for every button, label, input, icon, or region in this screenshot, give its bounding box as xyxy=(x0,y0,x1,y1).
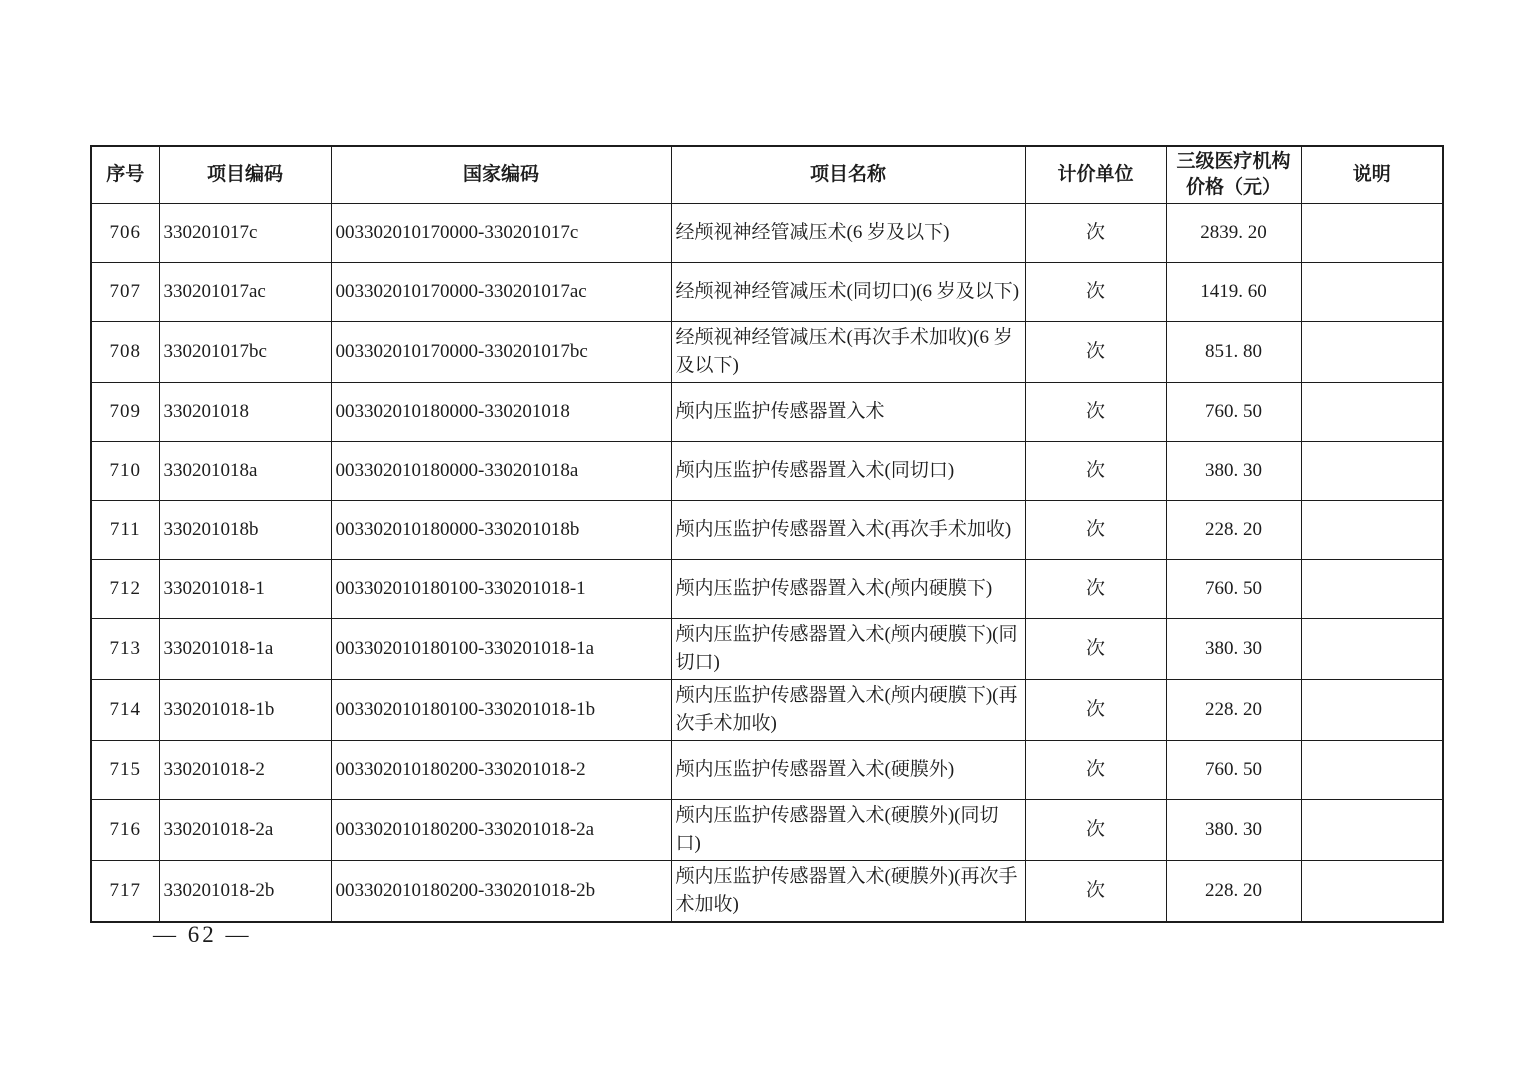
cell-seq: 706 xyxy=(91,204,159,263)
table-row xyxy=(91,501,1443,560)
cell-note xyxy=(1301,204,1443,263)
cell-project-name: 颅内压监护传感器置入术(硬膜外)(再次手术加收) xyxy=(671,861,1025,923)
cell-project-name: 经颅视神经管减压术(同切口)(6 岁及以下) xyxy=(671,263,1025,322)
cell-seq: 716 xyxy=(91,800,159,861)
cell-project-code: 330201017ac xyxy=(159,263,331,322)
cell-project-name: 颅内压监护传感器置入术(颅内硬膜下)(再次手术加收) xyxy=(671,680,1025,741)
cell-project-name: 颅内压监护传感器置入术(硬膜外) xyxy=(671,741,1025,800)
cell-national-code: 003302010180000-330201018b xyxy=(331,501,671,560)
header-pricing-unit: 计价单位 xyxy=(1025,146,1166,204)
cell-project-code: 330201018-1a xyxy=(159,619,331,680)
cell-project-code: 330201018 xyxy=(159,383,331,442)
header-project-name: 项目名称 xyxy=(671,146,1025,204)
cell-pricing-unit: 次 xyxy=(1025,204,1166,263)
cell-note xyxy=(1301,501,1443,560)
cell-project-code: 330201018-2a xyxy=(159,800,331,861)
table-row xyxy=(91,442,1443,501)
cell-note xyxy=(1301,619,1443,680)
cell-national-code: 003302010180000-330201018 xyxy=(331,383,671,442)
cell-price: 228. 20 xyxy=(1166,861,1301,923)
cell-seq: 714 xyxy=(91,680,159,741)
cell-national-code: 003302010180100-330201018-1 xyxy=(331,560,671,619)
cell-seq: 717 xyxy=(91,861,159,923)
cell-project-name: 颅内压监护传感器置入术(颅内硬膜下) xyxy=(671,560,1025,619)
cell-pricing-unit: 次 xyxy=(1025,263,1166,322)
cell-price: 228. 20 xyxy=(1166,680,1301,741)
cell-project-code: 330201018-1 xyxy=(159,560,331,619)
cell-note xyxy=(1301,680,1443,741)
header-note: 说明 xyxy=(1301,146,1443,204)
cell-pricing-unit: 次 xyxy=(1025,442,1166,501)
header-project-code: 项目编码 xyxy=(159,146,331,204)
table-row xyxy=(91,204,1443,263)
cell-project-name: 经颅视神经管减压术(6 岁及以下) xyxy=(671,204,1025,263)
cell-note xyxy=(1301,442,1443,501)
cell-national-code: 003302010180100-330201018-1a xyxy=(331,619,671,680)
cell-seq: 711 xyxy=(91,501,159,560)
cell-pricing-unit: 次 xyxy=(1025,322,1166,383)
cell-project-code: 330201018b xyxy=(159,501,331,560)
cell-seq: 708 xyxy=(91,322,159,383)
table-row xyxy=(91,263,1443,322)
page-number: — 62 — xyxy=(153,922,252,947)
cell-national-code: 003302010180100-330201018-1b xyxy=(331,680,671,741)
cell-project-name: 颅内压监护传感器置入术(硬膜外)(同切口) xyxy=(671,800,1025,861)
cell-price: 380. 30 xyxy=(1166,800,1301,861)
cell-pricing-unit: 次 xyxy=(1025,800,1166,861)
cell-note xyxy=(1301,322,1443,383)
cell-price: 760. 50 xyxy=(1166,560,1301,619)
cell-pricing-unit: 次 xyxy=(1025,501,1166,560)
cell-pricing-unit: 次 xyxy=(1025,383,1166,442)
cell-note xyxy=(1301,263,1443,322)
cell-project-code: 330201018-2 xyxy=(159,741,331,800)
cell-project-name: 颅内压监护传感器置入术(同切口) xyxy=(671,442,1025,501)
cell-project-code: 330201017c xyxy=(159,204,331,263)
cell-national-code: 003302010170000-330201017ac xyxy=(331,263,671,322)
cell-national-code: 003302010180200-330201018-2a xyxy=(331,800,671,861)
cell-note xyxy=(1301,560,1443,619)
cell-seq: 710 xyxy=(91,442,159,501)
cell-pricing-unit: 次 xyxy=(1025,680,1166,741)
cell-project-code: 330201018a xyxy=(159,442,331,501)
cell-national-code: 003302010180000-330201018a xyxy=(331,442,671,501)
table-row xyxy=(91,619,1443,680)
cell-seq: 709 xyxy=(91,383,159,442)
cell-note xyxy=(1301,383,1443,442)
cell-project-name: 颅内压监护传感器置入术(颅内硬膜下)(同切口) xyxy=(671,619,1025,680)
table-row xyxy=(91,861,1443,923)
table-row xyxy=(91,322,1443,383)
cell-project-code: 330201018-2b xyxy=(159,861,331,923)
cell-price: 760. 50 xyxy=(1166,741,1301,800)
cell-seq: 712 xyxy=(91,560,159,619)
cell-price: 380. 30 xyxy=(1166,442,1301,501)
table-row xyxy=(91,383,1443,442)
cell-seq: 707 xyxy=(91,263,159,322)
cell-price: 2839. 20 xyxy=(1166,204,1301,263)
cell-price: 1419. 60 xyxy=(1166,263,1301,322)
cell-project-name: 颅内压监护传感器置入术(再次手术加收) xyxy=(671,501,1025,560)
header-tier3-price: 三级医疗机构价格（元） xyxy=(1166,146,1301,204)
cell-national-code: 003302010170000-330201017bc xyxy=(331,322,671,383)
cell-pricing-unit: 次 xyxy=(1025,741,1166,800)
table-row xyxy=(91,741,1443,800)
cell-note xyxy=(1301,741,1443,800)
cell-project-code: 330201018-1b xyxy=(159,680,331,741)
cell-national-code: 003302010170000-330201017c xyxy=(331,204,671,263)
cell-national-code: 003302010180200-330201018-2 xyxy=(331,741,671,800)
cell-note xyxy=(1301,800,1443,861)
cell-pricing-unit: 次 xyxy=(1025,619,1166,680)
header-national-code: 国家编码 xyxy=(331,146,671,204)
table-row xyxy=(91,800,1443,861)
cell-price: 760. 50 xyxy=(1166,383,1301,442)
table-header-row xyxy=(91,146,1443,204)
cell-price: 228. 20 xyxy=(1166,501,1301,560)
cell-price: 851. 80 xyxy=(1166,322,1301,383)
table-row xyxy=(91,560,1443,619)
cell-project-code: 330201017bc xyxy=(159,322,331,383)
header-seq: 序号 xyxy=(91,146,159,204)
cell-project-name: 经颅视神经管减压术(再次手术加收)(6 岁及以下) xyxy=(671,322,1025,383)
cell-note xyxy=(1301,861,1443,923)
cell-pricing-unit: 次 xyxy=(1025,560,1166,619)
medical-price-table xyxy=(90,145,1444,923)
table-row xyxy=(91,680,1443,741)
cell-seq: 713 xyxy=(91,619,159,680)
cell-national-code: 003302010180200-330201018-2b xyxy=(331,861,671,923)
cell-project-name: 颅内压监护传感器置入术 xyxy=(671,383,1025,442)
cell-seq: 715 xyxy=(91,741,159,800)
cell-price: 380. 30 xyxy=(1166,619,1301,680)
cell-pricing-unit: 次 xyxy=(1025,861,1166,923)
